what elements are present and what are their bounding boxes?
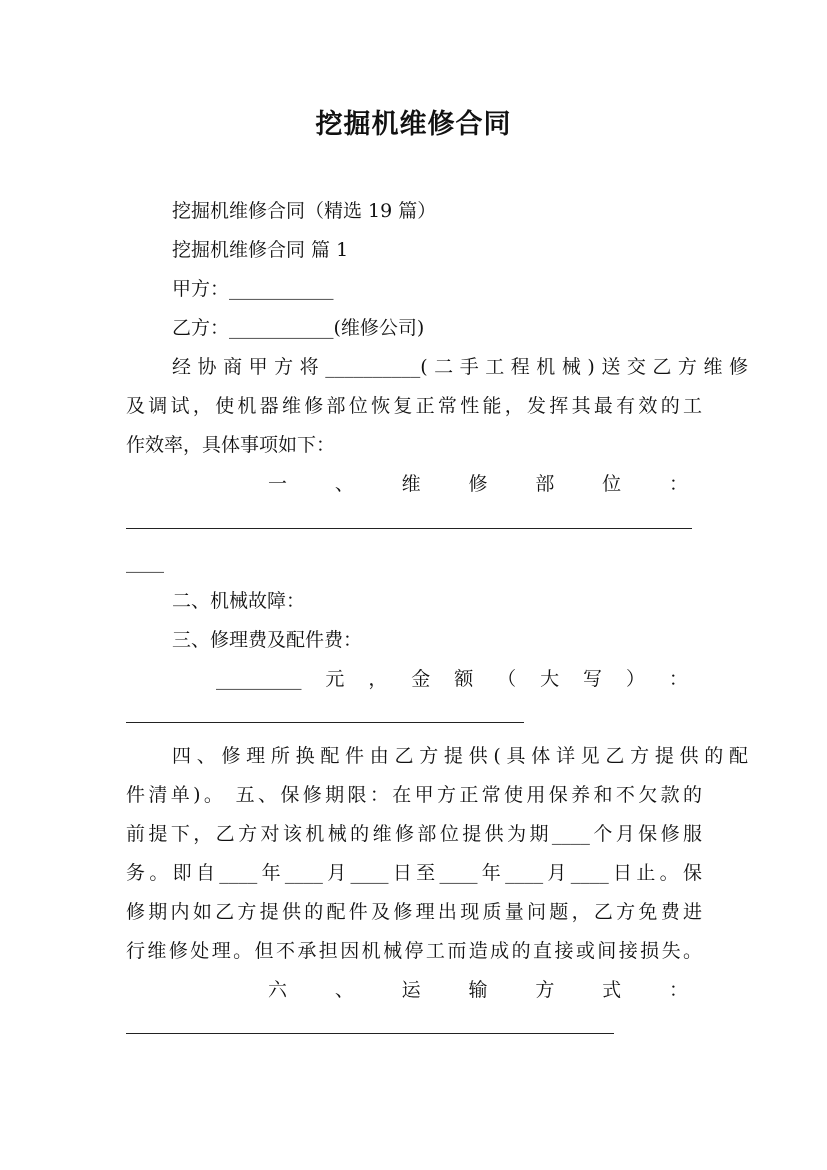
- heading-char: 修: [468, 473, 488, 495]
- paragraph-line: 作效率，具体事项如下：: [126, 434, 336, 456]
- transport-heading: [268, 975, 688, 1005]
- fee-char: 元: [325, 668, 345, 690]
- heading-char: ：: [668, 473, 688, 495]
- fault-line: 二、机械故障：: [172, 590, 306, 612]
- paragraph-line: 及调试，使机器维修部位恢复正常性能，发挥其最有效的工: [126, 395, 702, 417]
- fee-char: ：: [668, 668, 688, 690]
- fee-char: ）: [625, 668, 645, 690]
- blank-rule: [126, 722, 524, 723]
- paragraph-line: 务。即自____年____月____日至____年____月____日止。保: [126, 862, 702, 884]
- fee-char: （: [497, 668, 517, 690]
- paragraph-line: 前提下，乙方对该机械的维修部位提供为期____个月保修服: [126, 823, 702, 845]
- document-title: 挖掘机维修合同: [315, 109, 512, 140]
- section-heading: 挖掘机维修合同 篇 1: [172, 239, 349, 261]
- repair-parts-heading: [268, 469, 688, 499]
- heading-char: 运: [401, 979, 421, 1001]
- heading-char: 式: [602, 979, 622, 1001]
- heading-char: 一: [268, 473, 288, 495]
- subtitle-line: 挖掘机维修合同（精选 19 篇）: [172, 200, 437, 222]
- blank-rule: [126, 528, 692, 529]
- blank-rule: [126, 1033, 614, 1034]
- paragraph-line: 修期内如乙方提供的配件及修理出现质量问题，乙方免费进: [126, 901, 702, 923]
- heading-char: 、: [334, 979, 354, 1001]
- fee-char: ，: [368, 668, 388, 690]
- heading-char: 方: [535, 979, 555, 1001]
- heading-char: 、: [334, 473, 354, 495]
- heading-char: 维: [401, 473, 421, 495]
- fee-blank: _________: [216, 668, 302, 690]
- heading-char: ：: [668, 979, 688, 1001]
- heading-char: 部: [535, 473, 555, 495]
- fee-heading: 三、修理费及配件费：: [172, 629, 363, 651]
- heading-char: 输: [468, 979, 488, 1001]
- paragraph-line: 四、修理所换配件由乙方提供(具体详见乙方提供的配: [172, 745, 748, 767]
- paragraph-line: 经协商甲方将__________(二手工程机械)送交乙方维修: [172, 356, 748, 378]
- blank-tail: ____: [126, 551, 164, 573]
- paragraph-line: 行维修处理。但不承担因机械停工而造成的直接或间接损失。: [126, 940, 702, 962]
- paragraph-line: 件清单)。 五、保修期限：在甲方正常使用保养和不欠款的: [126, 784, 702, 806]
- fee-char: 金: [411, 668, 431, 690]
- fee-char: 大: [540, 668, 560, 690]
- fee-char: 额: [454, 668, 474, 690]
- fee-amount-line: [216, 664, 688, 694]
- heading-char: 六: [268, 979, 288, 1001]
- fee-char: 写: [583, 668, 603, 690]
- party-a-line: 甲方：___________: [172, 278, 334, 300]
- party-b-line: 乙方：___________(维修公司): [172, 317, 425, 339]
- heading-char: 位: [602, 473, 622, 495]
